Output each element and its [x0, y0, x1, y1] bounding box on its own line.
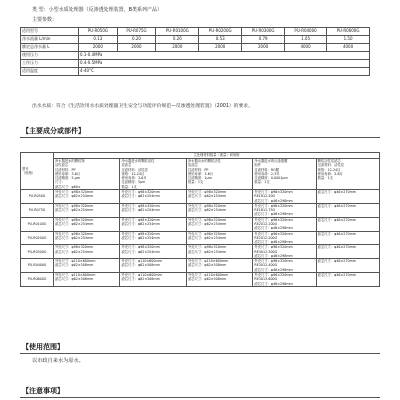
row-cell: 外壳尺寸：φ96×320mm RE1812-75G 滤芯尺寸：φ46×298mm: [253, 203, 316, 217]
spec-value: 0.53: [199, 36, 242, 44]
spec-row-model: [21, 28, 370, 36]
spec-label: 使用压力: [21, 52, 79, 60]
components-col-header: 净水器出水的颗粒活性 炭滤芯 过滤材料：PP 使用寿命：3-6月 过滤精度：1μm 数量：1支: [186, 159, 252, 190]
spec-row-work-pressure: [21, 60, 370, 68]
water-quality-text: 出水水质：符合《生活饮用水水质处理器卫生安全与功能评价规范—反渗透处理装置》（2001）的要求。: [32, 104, 253, 109]
row-cell: 外壳尺寸：φ98×320mm 滤芯尺寸：φ62×254mm: [120, 217, 186, 231]
table-row: [21, 217, 380, 231]
spec-value: 1.50: [327, 36, 370, 44]
spec-value: 4000: [327, 44, 370, 52]
components-model-header: 型号 （规格）: [21, 153, 54, 190]
spec-value: 2000: [79, 44, 118, 52]
spec-value: 0.79: [242, 36, 285, 44]
spec-label: 适用温度: [21, 68, 79, 76]
spec-row-temperature: [21, 68, 370, 76]
row-model: PU-R050G: [21, 189, 54, 203]
row-cell: 外壳尺寸：φ98×320mm 滤芯尺寸：φ62×254mm: [186, 217, 252, 231]
row-cell: 外壳尺寸：φ96×320mm RE1812-50G 滤芯尺寸：φ46×298mm: [253, 189, 316, 203]
spec-label: 额定总净水量 L: [21, 44, 79, 52]
params-title: 主要参数：: [32, 17, 58, 23]
row-cell: 滤芯尺寸：φ46×270mm: [316, 217, 379, 231]
components-col-header: 颗粒活性炭滤芯 过滤材料：活性炭 规格：12-24目 使用寿命：3-6月 数量：1支: [316, 159, 379, 190]
row-cell: 外壳尺寸：φ98×320mm 滤芯尺寸：φ62×254mm: [186, 231, 252, 245]
section-divider: [20, 353, 380, 354]
section-divider: [20, 137, 380, 138]
table-row: [21, 245, 380, 259]
components-col-header: 净水器进水的反渗透膜 组件 过滤材料：RO膜 使用寿命：2-3年 过滤精度：0.0001μm 数量：1支: [253, 159, 316, 190]
spec-model: PU-R0300G: [242, 28, 285, 36]
spec-value: 4-40°C: [79, 68, 370, 76]
spec-label: 适用型号: [21, 28, 79, 36]
row-cell: 外壳尺寸：φ98×320mm 滤芯尺寸：φ62×254mm: [54, 217, 120, 231]
components-title: 【主要成分或部件】: [22, 127, 85, 135]
spec-model: PU-R04000: [285, 28, 327, 36]
usage-text: 以市政自来水为原水。: [32, 358, 84, 364]
spec-row-use-pressure: [21, 52, 370, 60]
row-cell: 外壳尺寸：φ98×320mm 滤芯尺寸：φ62×254mm: [186, 189, 252, 203]
spec-model: PU-R0100G: [156, 28, 199, 36]
table-row: [21, 231, 380, 245]
row-cell: 外壳尺寸：φ98×320mm 滤芯尺寸：φ62×254mm: [186, 203, 252, 217]
row-cell: 外壳尺寸：φ110×600mm 滤芯尺寸：φ62×508mm: [186, 273, 252, 287]
components-merged-header: 主处理材料数量（重量）和规格: [54, 153, 380, 159]
row-cell: 滤芯尺寸：φ46×270mm: [316, 273, 379, 287]
spec-value: 1.05: [285, 36, 327, 44]
spec-table: [20, 27, 370, 76]
row-cell: 外壳尺寸：φ110×600mm 滤芯尺寸：φ62×508mm: [54, 259, 120, 273]
row-cell: 滤芯尺寸：φ46×270mm: [316, 259, 379, 273]
row-cell: 滤芯尺寸：φ46×270mm: [316, 245, 379, 259]
notes-title: 【注意事项】: [22, 387, 64, 395]
row-model: PU-R0600G: [21, 273, 54, 287]
row-model: PU-R0200G: [21, 231, 54, 245]
row-cell: 滤芯尺寸：φ46×270mm: [316, 189, 379, 203]
components-col-header: 净水器进水的颗粒物 活性滤芯 过滤材料：PP 使用寿命：3-6月 过滤精度：5-μm 尺寸： 滤芯尺寸：φ60×: [54, 159, 120, 190]
row-model: PU-R0300G: [21, 245, 54, 259]
spec-label: 工作压力: [21, 60, 79, 68]
spec-value: 0.26: [156, 36, 199, 44]
row-cell: 外壳尺寸：φ98×320mm 滤芯尺寸：φ62×254mm: [54, 189, 120, 203]
spec-model: PU-R050G: [79, 28, 118, 36]
spec-row-capacity: [21, 44, 370, 52]
table-row: [21, 189, 380, 203]
row-cell: 外壳尺寸：φ96×320mm RE3013-600G 滤芯尺寸：φ46×298mm: [253, 273, 316, 287]
components-table: [20, 152, 380, 287]
spec-model: PU-R075G: [117, 28, 156, 36]
section-divider: [20, 397, 380, 398]
spec-model: PU-R0600G: [327, 28, 370, 36]
components-col-header: 净水器进水的颗粒活性 炭滤芯 过滤材料：活性炭 规格：12-24目 使用寿命：3-6月 过滤精度：5μm 数量：1支: [120, 159, 186, 190]
row-cell: 外壳尺寸：φ98×320mm 滤芯尺寸：φ62×254mm: [54, 231, 120, 245]
table-row: [21, 273, 380, 287]
row-cell: 外壳尺寸：φ110×600mm 滤芯尺寸：φ62×508mm: [54, 273, 120, 287]
spec-value: 0.20: [117, 36, 156, 44]
row-cell: 外壳尺寸：φ96×320mm RE2012-200G 滤芯尺寸：φ46×298mm: [253, 231, 316, 245]
row-cell: 外壳尺寸：φ110×600mm 滤芯尺寸：φ62×508mm: [186, 259, 252, 273]
row-cell: 外壳尺寸：φ96×320mm RE2012-100G 滤芯尺寸：φ46×298mm: [253, 217, 316, 231]
row-cell: 滤芯尺寸：φ46×270mm: [316, 203, 379, 217]
type-line: 类 型：小型水质处理器（反渗透处理装置，B类系列产品）: [32, 7, 163, 13]
spec-value: 0.13: [79, 36, 118, 44]
row-model: PU-R0100G: [21, 217, 54, 231]
row-model: PU-R04000: [21, 259, 54, 273]
row-cell: 外壳尺寸：φ98×320mm 滤芯尺寸：φ62×254mm: [186, 245, 252, 259]
spec-value: 0.4-0.5MPa: [79, 60, 370, 68]
row-cell: 外壳尺寸：φ98×320mm 滤芯尺寸：φ62×254mm: [120, 203, 186, 217]
row-cell: 外壳尺寸：φ110×600mm 滤芯尺寸：φ62×508mm: [120, 273, 186, 287]
spec-row-flow: [21, 36, 370, 44]
spec-value: 0.1-0.4MPa: [79, 52, 370, 60]
spec-value: 2000: [242, 44, 285, 52]
spec-value: 2000: [117, 44, 156, 52]
usage-title: 【使用范围】: [22, 343, 64, 351]
spec-value: 2000: [199, 44, 242, 52]
table-row: [21, 203, 380, 217]
row-cell: 外壳尺寸：φ98×320mm 滤芯尺寸：φ62×254mm: [54, 245, 120, 259]
table-row: [21, 259, 380, 273]
row-cell: 外壳尺寸：φ110×600mm 滤芯尺寸：φ62×508mm: [120, 259, 186, 273]
spec-value: 2000: [156, 44, 199, 52]
row-cell: 外壳尺寸：φ96×320mm RE3012-300G 滤芯尺寸：φ46×298mm: [253, 245, 316, 259]
components-subheader-row: [21, 159, 380, 190]
row-cell: 外壳尺寸：φ96×320mm RE3012-400G 滤芯尺寸：φ46×298mm: [253, 259, 316, 273]
spec-value: 4000: [285, 44, 327, 52]
row-cell: 外壳尺寸：φ98×320mm 滤芯尺寸：φ62×254mm: [120, 245, 186, 259]
row-cell: 外壳尺寸：φ98×320mm 滤芯尺寸：φ62×254mm: [120, 189, 186, 203]
row-model: PU-R075G: [21, 203, 54, 217]
row-cell: 滤芯尺寸：φ46×270mm: [316, 231, 379, 245]
row-cell: 外壳尺寸：φ98×320mm 滤芯尺寸：φ62×254mm: [54, 203, 120, 217]
row-cell: 外壳尺寸：φ98×320mm 滤芯尺寸：φ62×254mm: [120, 231, 186, 245]
spec-model: PU-R0200G: [199, 28, 242, 36]
spec-label: 净水流量 L/min: [21, 36, 79, 44]
